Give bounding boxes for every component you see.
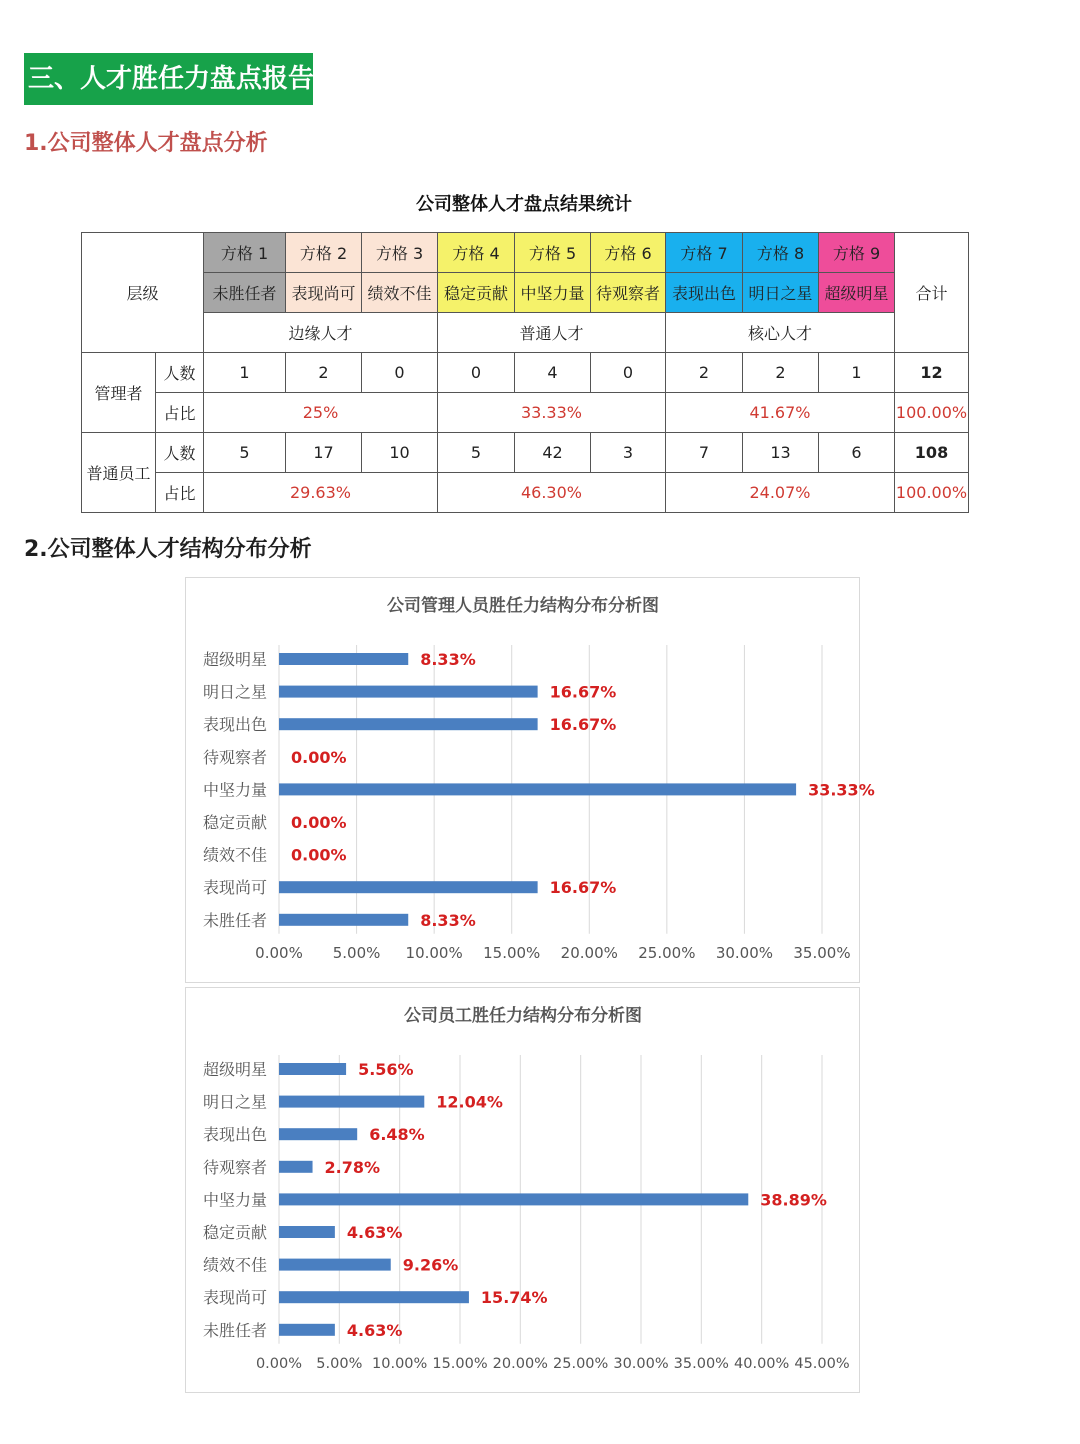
manager-chart-svg bbox=[186, 578, 875, 984]
count-cell: 42 bbox=[515, 433, 591, 473]
x-tick-label: 35.00% bbox=[793, 944, 851, 962]
category-label: 稳定贡献 bbox=[202, 813, 267, 832]
bar bbox=[279, 1259, 391, 1271]
category-label: 中坚力量 bbox=[202, 780, 267, 800]
category-core: 核心人才 bbox=[666, 313, 895, 353]
bar bbox=[279, 881, 538, 893]
data-label: 0.00% bbox=[291, 845, 347, 865]
grid-label-5: 方格 5 bbox=[515, 233, 591, 273]
x-tick-label: 35.00% bbox=[673, 1356, 729, 1372]
ratio-cell: 46.30% bbox=[438, 473, 666, 513]
category-label: 稳定贡献 bbox=[202, 1223, 267, 1242]
x-tick-label: 25.00% bbox=[638, 944, 696, 962]
group-managers: 管理者 bbox=[82, 353, 156, 433]
category-label: 表现出色 bbox=[202, 715, 267, 735]
data-label: 0.00% bbox=[291, 747, 347, 767]
data-label: 8.33% bbox=[420, 650, 476, 669]
grid-name-1: 未胜任者 bbox=[204, 273, 286, 313]
category-label: 表现尚可 bbox=[202, 878, 267, 898]
count-cell: 5 bbox=[204, 433, 286, 473]
group-employees: 普通员工 bbox=[82, 433, 156, 513]
category-label: 明日之星 bbox=[202, 682, 267, 702]
data-label: 9.26% bbox=[402, 1255, 459, 1275]
talent-stats-table bbox=[81, 232, 969, 513]
subtitle-overall-analysis: 1.公司整体人才盘点分析 bbox=[24, 131, 268, 156]
employee-competency-chart bbox=[185, 987, 860, 1393]
count-cell: 13 bbox=[743, 433, 819, 473]
grid-label-7: 方格 7 bbox=[666, 233, 743, 273]
ratio-total: 100.00% bbox=[895, 393, 969, 433]
data-label: 8.33% bbox=[420, 910, 476, 930]
count-cell: 6 bbox=[819, 433, 895, 473]
grid-name-8: 明日之星 bbox=[743, 273, 819, 313]
count-cell: 2 bbox=[743, 353, 819, 393]
section-title: 三、人才胜任力盘点报告 bbox=[24, 53, 313, 105]
ratio-cell: 29.63% bbox=[204, 473, 438, 513]
x-tick-label: 0.00% bbox=[255, 1356, 303, 1372]
count-cell: 1 bbox=[819, 353, 895, 393]
category-label: 超级明星 bbox=[202, 650, 267, 669]
x-tick-label: 20.00% bbox=[492, 1356, 548, 1372]
category-label: 待观察者 bbox=[202, 1157, 267, 1177]
grid-label-6: 方格 6 bbox=[591, 233, 666, 273]
count-cell: 0 bbox=[362, 353, 438, 393]
employee-chart-svg bbox=[186, 988, 861, 1394]
total-header: 合计 bbox=[895, 233, 969, 353]
grid-label-4: 方格 4 bbox=[438, 233, 515, 273]
grid-name-4: 稳定贡献 bbox=[438, 273, 515, 313]
bar bbox=[279, 718, 538, 730]
category-label: 待观察者 bbox=[202, 747, 267, 767]
grid-name-3: 绩效不佳 bbox=[362, 273, 438, 313]
data-label: 2.78% bbox=[324, 1157, 381, 1177]
data-label: 16.67% bbox=[549, 715, 617, 735]
ratio-cell: 41.67% bbox=[666, 393, 895, 433]
bar bbox=[279, 653, 408, 665]
category-marginal: 边缘人才 bbox=[204, 313, 438, 353]
x-tick-label: 10.00% bbox=[372, 1356, 428, 1372]
x-tick-label: 30.00% bbox=[715, 944, 774, 962]
data-label: 15.74% bbox=[480, 1288, 548, 1308]
category-label: 绩效不佳 bbox=[202, 1255, 267, 1275]
bar bbox=[279, 1291, 469, 1303]
level-header: 层级 bbox=[82, 233, 204, 353]
category-ordinary: 普通人才 bbox=[438, 313, 666, 353]
grid-label-1: 方格 1 bbox=[204, 233, 286, 273]
x-tick-label: 45.00% bbox=[794, 1356, 850, 1372]
data-label: 38.89% bbox=[760, 1190, 827, 1210]
bar bbox=[279, 1161, 313, 1173]
grid-name-7: 表现出色 bbox=[666, 273, 743, 313]
x-tick-label: 25.00% bbox=[553, 1356, 609, 1372]
ratio-cell: 25% bbox=[204, 393, 438, 433]
subtitle-structure-analysis: 2.公司整体人才结构分布分析 bbox=[24, 537, 312, 562]
count-cell: 7 bbox=[666, 433, 743, 473]
grid-name-5: 中坚力量 bbox=[515, 273, 591, 313]
bar bbox=[279, 1096, 424, 1108]
data-label: 0.00% bbox=[291, 813, 347, 832]
category-label: 表现尚可 bbox=[202, 1288, 267, 1308]
bar bbox=[279, 686, 538, 698]
count-cell: 0 bbox=[591, 353, 666, 393]
count-label: 人数 bbox=[156, 433, 204, 473]
category-label: 中坚力量 bbox=[202, 1190, 267, 1210]
bar bbox=[279, 914, 408, 926]
ratio-cell: 33.33% bbox=[438, 393, 666, 433]
grid-name-6: 待观察者 bbox=[591, 273, 666, 313]
bar bbox=[279, 1128, 357, 1140]
x-tick-label: 40.00% bbox=[734, 1356, 790, 1372]
bar bbox=[279, 783, 796, 795]
x-tick-label: 15.00% bbox=[432, 1356, 488, 1372]
category-label: 未胜任者 bbox=[202, 910, 267, 930]
grid-label-2: 方格 2 bbox=[286, 233, 362, 273]
count-label: 人数 bbox=[156, 353, 204, 393]
data-label: 4.63% bbox=[346, 1320, 403, 1340]
data-label: 12.04% bbox=[436, 1092, 503, 1112]
category-label: 绩效不佳 bbox=[202, 845, 267, 865]
grid-label-9: 方格 9 bbox=[819, 233, 895, 273]
count-cell: 0 bbox=[438, 353, 515, 393]
count-cell: 17 bbox=[286, 433, 362, 473]
manager-competency-chart bbox=[185, 577, 875, 983]
ratio-label: 占比 bbox=[156, 473, 204, 513]
grid-name-9: 超级明星 bbox=[819, 273, 895, 313]
grid-label-3: 方格 3 bbox=[362, 233, 438, 273]
bar bbox=[279, 1226, 335, 1238]
chart-title: 公司管理人员胜任力结构分布分析图 bbox=[387, 596, 659, 616]
x-tick-label: 30.00% bbox=[613, 1356, 669, 1372]
data-label: 33.33% bbox=[808, 780, 875, 800]
count-cell: 3 bbox=[591, 433, 666, 473]
count-cell: 5 bbox=[438, 433, 515, 473]
bar bbox=[279, 1193, 748, 1205]
x-tick-label: 10.00% bbox=[405, 944, 463, 962]
category-label: 超级明星 bbox=[202, 1060, 267, 1079]
data-label: 16.67% bbox=[549, 682, 617, 702]
count-cell: 2 bbox=[666, 353, 743, 393]
bar bbox=[279, 1324, 335, 1336]
chart-title: 公司员工胜任力结构分布分析图 bbox=[404, 1006, 642, 1026]
table-title: 公司整体人才盘点结果统计 bbox=[416, 194, 632, 215]
category-label: 未胜任者 bbox=[202, 1320, 267, 1340]
count-total: 108 bbox=[895, 433, 969, 473]
data-label: 6.48% bbox=[369, 1125, 425, 1145]
ratio-label: 占比 bbox=[156, 393, 204, 433]
x-tick-label: 15.00% bbox=[483, 944, 541, 962]
count-cell: 10 bbox=[362, 433, 438, 473]
category-label: 明日之星 bbox=[202, 1092, 267, 1112]
ratio-total: 100.00% bbox=[895, 473, 969, 513]
x-tick-label: 5.00% bbox=[316, 1356, 363, 1372]
count-cell: 2 bbox=[286, 353, 362, 393]
ratio-cell: 24.07% bbox=[666, 473, 895, 513]
x-tick-label: 20.00% bbox=[560, 944, 618, 962]
data-label: 4.63% bbox=[346, 1223, 403, 1242]
category-label: 表现出色 bbox=[202, 1125, 267, 1145]
data-label: 5.56% bbox=[358, 1060, 414, 1079]
x-tick-label: 0.00% bbox=[255, 944, 303, 962]
count-cell: 1 bbox=[204, 353, 286, 393]
x-tick-label: 5.00% bbox=[332, 944, 381, 962]
count-total: 12 bbox=[895, 353, 969, 393]
grid-label-8: 方格 8 bbox=[743, 233, 819, 273]
count-cell: 4 bbox=[515, 353, 591, 393]
data-label: 16.67% bbox=[549, 878, 617, 898]
grid-name-2: 表现尚可 bbox=[286, 273, 362, 313]
bar bbox=[279, 1063, 346, 1075]
